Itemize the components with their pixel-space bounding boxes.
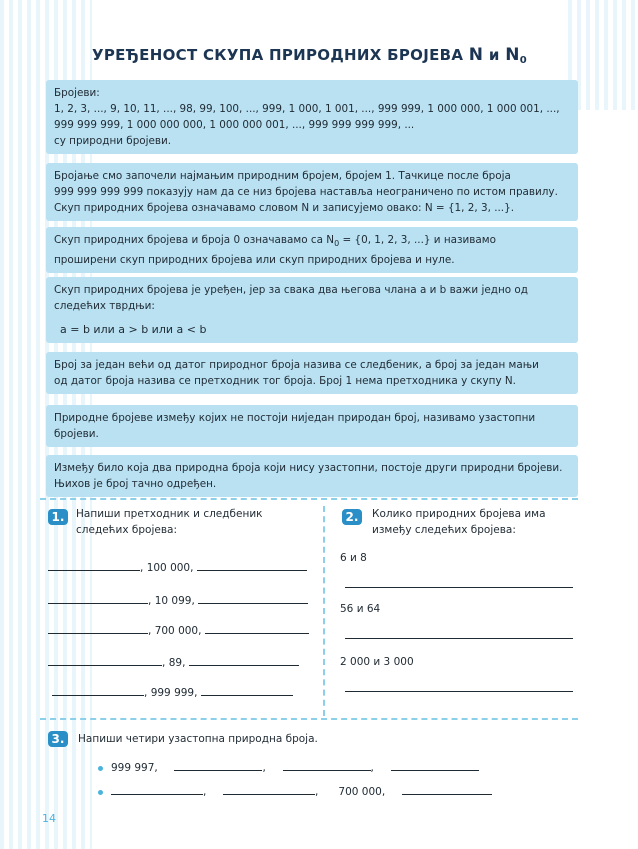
bullet-icon (98, 790, 103, 795)
answer-blank[interactable] (48, 655, 162, 666)
task-1-row: , 10 099, (48, 593, 308, 607)
task-2-row (345, 577, 573, 591)
answer-blank[interactable] (345, 628, 573, 639)
answer-blank[interactable] (198, 593, 308, 604)
answer-blank[interactable] (223, 784, 315, 795)
answer-blank[interactable] (111, 784, 203, 795)
task-1-number: 1. (48, 509, 68, 525)
task-3-row: 999 997, , , (98, 760, 479, 774)
task-1-row: , 100 000, (48, 560, 307, 574)
answer-blank[interactable] (391, 760, 479, 771)
answer-blank[interactable] (52, 685, 144, 696)
definition-box-numbers: Бројеви: 1, 2, 3, ..., 9, 10, 11, ..., 98, 99, 100, ..., 999, 1 000, 1 001, ..., 999 999, 1 000 000, 1 000 001, ..., 999 999 999, 1 000 000 000, 1 000 000 001, ..., 999 999 999 999, ... су природни бројеви. (46, 80, 578, 154)
answer-blank[interactable] (345, 577, 573, 588)
task-2-number: 2. (342, 509, 362, 525)
divider-vertical (323, 506, 325, 716)
task-2-row (345, 681, 573, 695)
task-3-text: Напиши четири узастопна природна броја. (78, 733, 318, 745)
page-number: 14 (42, 812, 56, 825)
answer-blank[interactable] (205, 623, 309, 634)
definition-box-successor: Број за један већи од датог природног броја назива се следбеник, а број за један мањи од датог броја назива се претходник тог броја. Број 1 нема претходника у скупу N. (46, 352, 578, 394)
bullet-icon (98, 766, 103, 771)
task-3-number: 3. (48, 731, 68, 747)
definition-box-consecutive: Природне бројеве између којих не постоји ниједан природан број, називамо узастопни бројеви. (46, 405, 578, 447)
divider (40, 498, 578, 500)
answer-blank[interactable] (48, 593, 148, 604)
task-1-row: , 700 000, (48, 623, 309, 637)
task-1-text: Напиши претходник и следбеник следећих бројева: (76, 508, 263, 536)
task-1-row: , 89, (48, 655, 299, 669)
task-2-row (345, 628, 573, 642)
answer-blank[interactable] (174, 760, 262, 771)
answer-blank[interactable] (402, 784, 492, 795)
answer-blank[interactable] (197, 560, 307, 571)
task-3-row: , , 700 000, (98, 784, 492, 798)
task-2-pair: 6 и 8 (340, 552, 367, 564)
answer-blank[interactable] (48, 623, 148, 634)
page-title: УРЕЂЕНОСТ СКУПА ПРИРОДНИХ БРОЈЕВА N и $N_0$ (92, 45, 527, 66)
task-2-text: Колико природних бројева има између следећих бројева: (372, 508, 546, 536)
definition-box-ordering: Скуп природних бројева је уређен, јер за свака два његова члана a и b важи једно од следећих тврдњи: a = b или a > b или a < b (46, 277, 578, 343)
answer-blank[interactable] (345, 681, 573, 692)
definition-box-counting: Бројање смо започели најмањим природним бројем, бројем 1. Тачкице после броја 999 999 999 999 показују нам да се низ бројева наставља неограничено по истом правилу. Скуп природних бројева означавамо словом N и записујемо овако: N = {1, 2, 3, ...}. (46, 163, 578, 221)
definition-box-between: Између било која два природна броја који нису узастопни, постоје други природни бројеви. Њихов је број тачно одређен. (46, 455, 578, 497)
right-stripe-decoration (568, 0, 638, 110)
task-2-pair: 2 000 и 3 000 (340, 656, 414, 668)
answer-blank[interactable] (283, 760, 371, 771)
definition-box-extended-set: Скуп природних бројева и броја 0 означавамо са $N_0 = \{0$, 1, 2, 3, ...} и називамо проширени скуп природних бројева или скуп природних бројева и нуле. (46, 227, 578, 273)
task-2-pair: 56 и 64 (340, 603, 381, 615)
answer-blank[interactable] (201, 685, 293, 696)
task-1-row: , 999 999, (52, 685, 293, 699)
answer-blank[interactable] (189, 655, 299, 666)
answer-blank[interactable] (48, 560, 140, 571)
divider (40, 718, 578, 720)
